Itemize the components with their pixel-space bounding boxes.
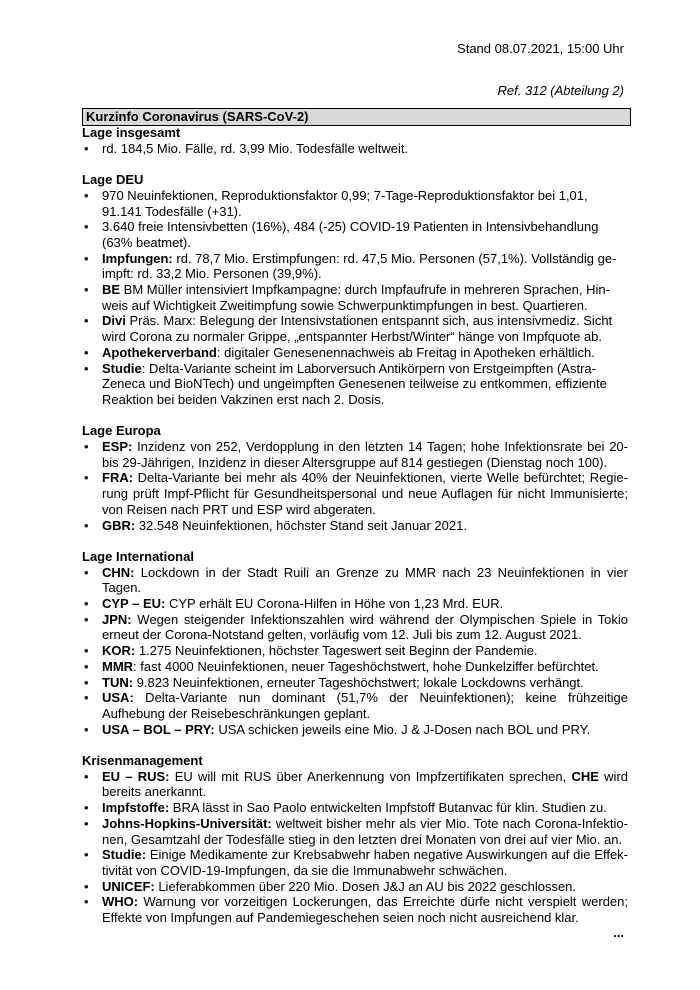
- section-lage-international: [82, 549, 628, 737]
- document-title: Kurzinfo Coronavirus (SARS-CoV-2): [82, 108, 631, 126]
- list-item: • rd. 184,5 Mio. Fälle, rd. 3,99 Mio. Todesfälle weltweit.: [82, 141, 628, 157]
- list-item: • MMR: fast 4000 Neuinfektionen, neuer Tageshöchstwert, hohe Dunkelziffer befürchtet.: [82, 659, 628, 675]
- list-item: • Studie: Einige Medikamente zur Krebsabwehr haben negative Auswirkungen auf die Effek-tivität von COVID-19-Impfungen, da sie die Immunabwehr schwächen.: [82, 847, 628, 878]
- list-item: • Apothekerverband: digitaler Genesenennachweis ab Freitag in Apotheken erhältlich.: [82, 345, 628, 361]
- list-item: • BE BM Müller intensiviert Impfkampagne: durch Impfaufrufe in mehreren Sprachen, Hin-weis auf Wichtigkeit Zweitimpfung sowie Schwerpunktimpfungen in best. Quartieren.: [82, 282, 628, 313]
- list-item: • EU – RUS: EU will mit RUS über Anerkennung von Impfzertifikaten sprechen, CHE wird bereits anerkannt.: [82, 769, 628, 800]
- list-item: • KOR: 1.275 Neuinfektionen, höchster Tageswert seit Beginn der Pandemie.: [82, 643, 628, 659]
- list-item: • 3.640 freie Intensivbetten (16%), 484 (-25) COVID-19 Patienten in Intensivbehandlung (63% beatmet).: [82, 219, 628, 250]
- list-item: • GBR: 32.548 Neuinfektionen, höchster Stand seit Januar 2021.: [82, 518, 628, 534]
- reference: Ref. 312 (Abteilung 2): [497, 83, 624, 98]
- list-item: • FRA: Delta-Variante bei mehr als 40% der Neuinfektionen, vierte Welle befürchtet; Regie-rung prüft Impf-Pflicht für Gesundheitspersonal und neue Auflagen für nicht Immunisierte; von Reisen nach PRT und ESP wird abgeraten.: [82, 470, 628, 517]
- list-item: • Divi Präs. Marx: Belegung der Intensivstationen entspannt sich, aus intensivmediz. Sicht wird Corona zu normaler Grippe, „entspannter Herbst/Winter“ hänge von Impfquote ab.: [82, 313, 628, 344]
- section-lage-deu: [82, 172, 628, 408]
- list-item: • WHO: Warnung vor vorzeitigen Lockerungen, das Erreichte dürfe nicht verspielt werden; Effekte von Impfungen auf Pandemiegeschehen seien noch nicht ausreichend klar.: [82, 894, 628, 925]
- list-item: • Impfungen: rd. 78,7 Mio. Erstimpfungen: rd. 47,5 Mio. Personen (57,1%). Vollständig ge-impft: rd. 33,2 Mio. Personen (39,9%).: [82, 251, 628, 282]
- list-item: • UNICEF: Lieferabkommen über 220 Mio. Dosen J&J an AU bis 2022 geschlossen.: [82, 879, 628, 895]
- list-item: • Johns-Hopkins-Universität: weltweit bisher mehr als vier Mio. Tote nach Corona-Infektio-nen, Gesamtzahl der Todesfälle stieg in den letzten drei Monaten von drei auf vier Mio. an.: [82, 816, 628, 847]
- list-item: • 970 Neuinfektionen, Reproduktionsfaktor 0,99; 7-Tage-Reproduktionsfaktor bei 1,01, 91.141 Todesfälle (+31).: [82, 188, 628, 219]
- list-item: • CYP – EU: CYP erhält EU Corona-Hilfen in Höhe von 1,23 Mrd. EUR.: [82, 596, 628, 612]
- section-heading: Krisenmanagement: [82, 753, 203, 769]
- section-heading: Lage insgesamt: [82, 125, 181, 140]
- section-lage-europa: [82, 423, 628, 533]
- section-heading: Lage International: [82, 548, 194, 564]
- list-item: • USA – BOL – PRY: USA schicken jeweils eine Mio. J & J-Dosen nach BOL und PRY.: [82, 722, 628, 738]
- list-item: • JPN: Wegen steigender Infektionszahlen wird während der Olympischen Spiele in Tokio erneut der Corona-Notstand gelten, vorläufig vom 12. Juli bis zum 12. August 2021.: [82, 612, 628, 643]
- list-item: • CHN: Lockdown in der Stadt Ruili an Grenze zu MMR nach 23 Neuinfektionen in vier Tagen.: [82, 565, 628, 596]
- list-item: • Studie: Delta-Variante scheint im Laborversuch Antikörpern von Erstgeimpften (Astra-Zeneca und BioNTech) und ungeimpften Genesenen teilweise zu entkommen, effiziente Reaktion bei beiden Vakzinen erst nach 2. Dosis.: [82, 361, 628, 408]
- section-heading: Lage DEU: [82, 172, 144, 188]
- continuation-marker: ...: [613, 925, 624, 940]
- document-body: [82, 125, 628, 941]
- stand-date: Stand 08.07.2021, 15:00 Uhr: [457, 41, 624, 56]
- section-krisenmanagement: [82, 753, 628, 926]
- list-item: • TUN: 9.823 Neuinfektionen, erneuter Tageshöchstwert; lokale Lockdowns verhängt.: [82, 675, 628, 691]
- list-item: • ESP: Inzidenz von 252, Verdopplung in den letzten 14 Tagen; hohe Infektionsrate bei 20-bis 29-Jährigen, Inzidenz in dieser Altersgruppe auf 814 gestiegen (Dienstag noch 100).: [82, 439, 628, 470]
- section-heading: Lage Europa: [82, 423, 161, 439]
- section-lage-insgesamt: [82, 125, 628, 156]
- list-item: • USA: Delta-Variante nun dominant (51,7% der Neuinfektionen); keine frühzeitige Aufhebung der Reisebeschränkungen geplant.: [82, 690, 628, 721]
- list-item: • Impfstoffe: BRA lässt in Sao Paolo entwickelten Impfstoff Butanvac für klin. Studien zu.: [82, 800, 628, 816]
